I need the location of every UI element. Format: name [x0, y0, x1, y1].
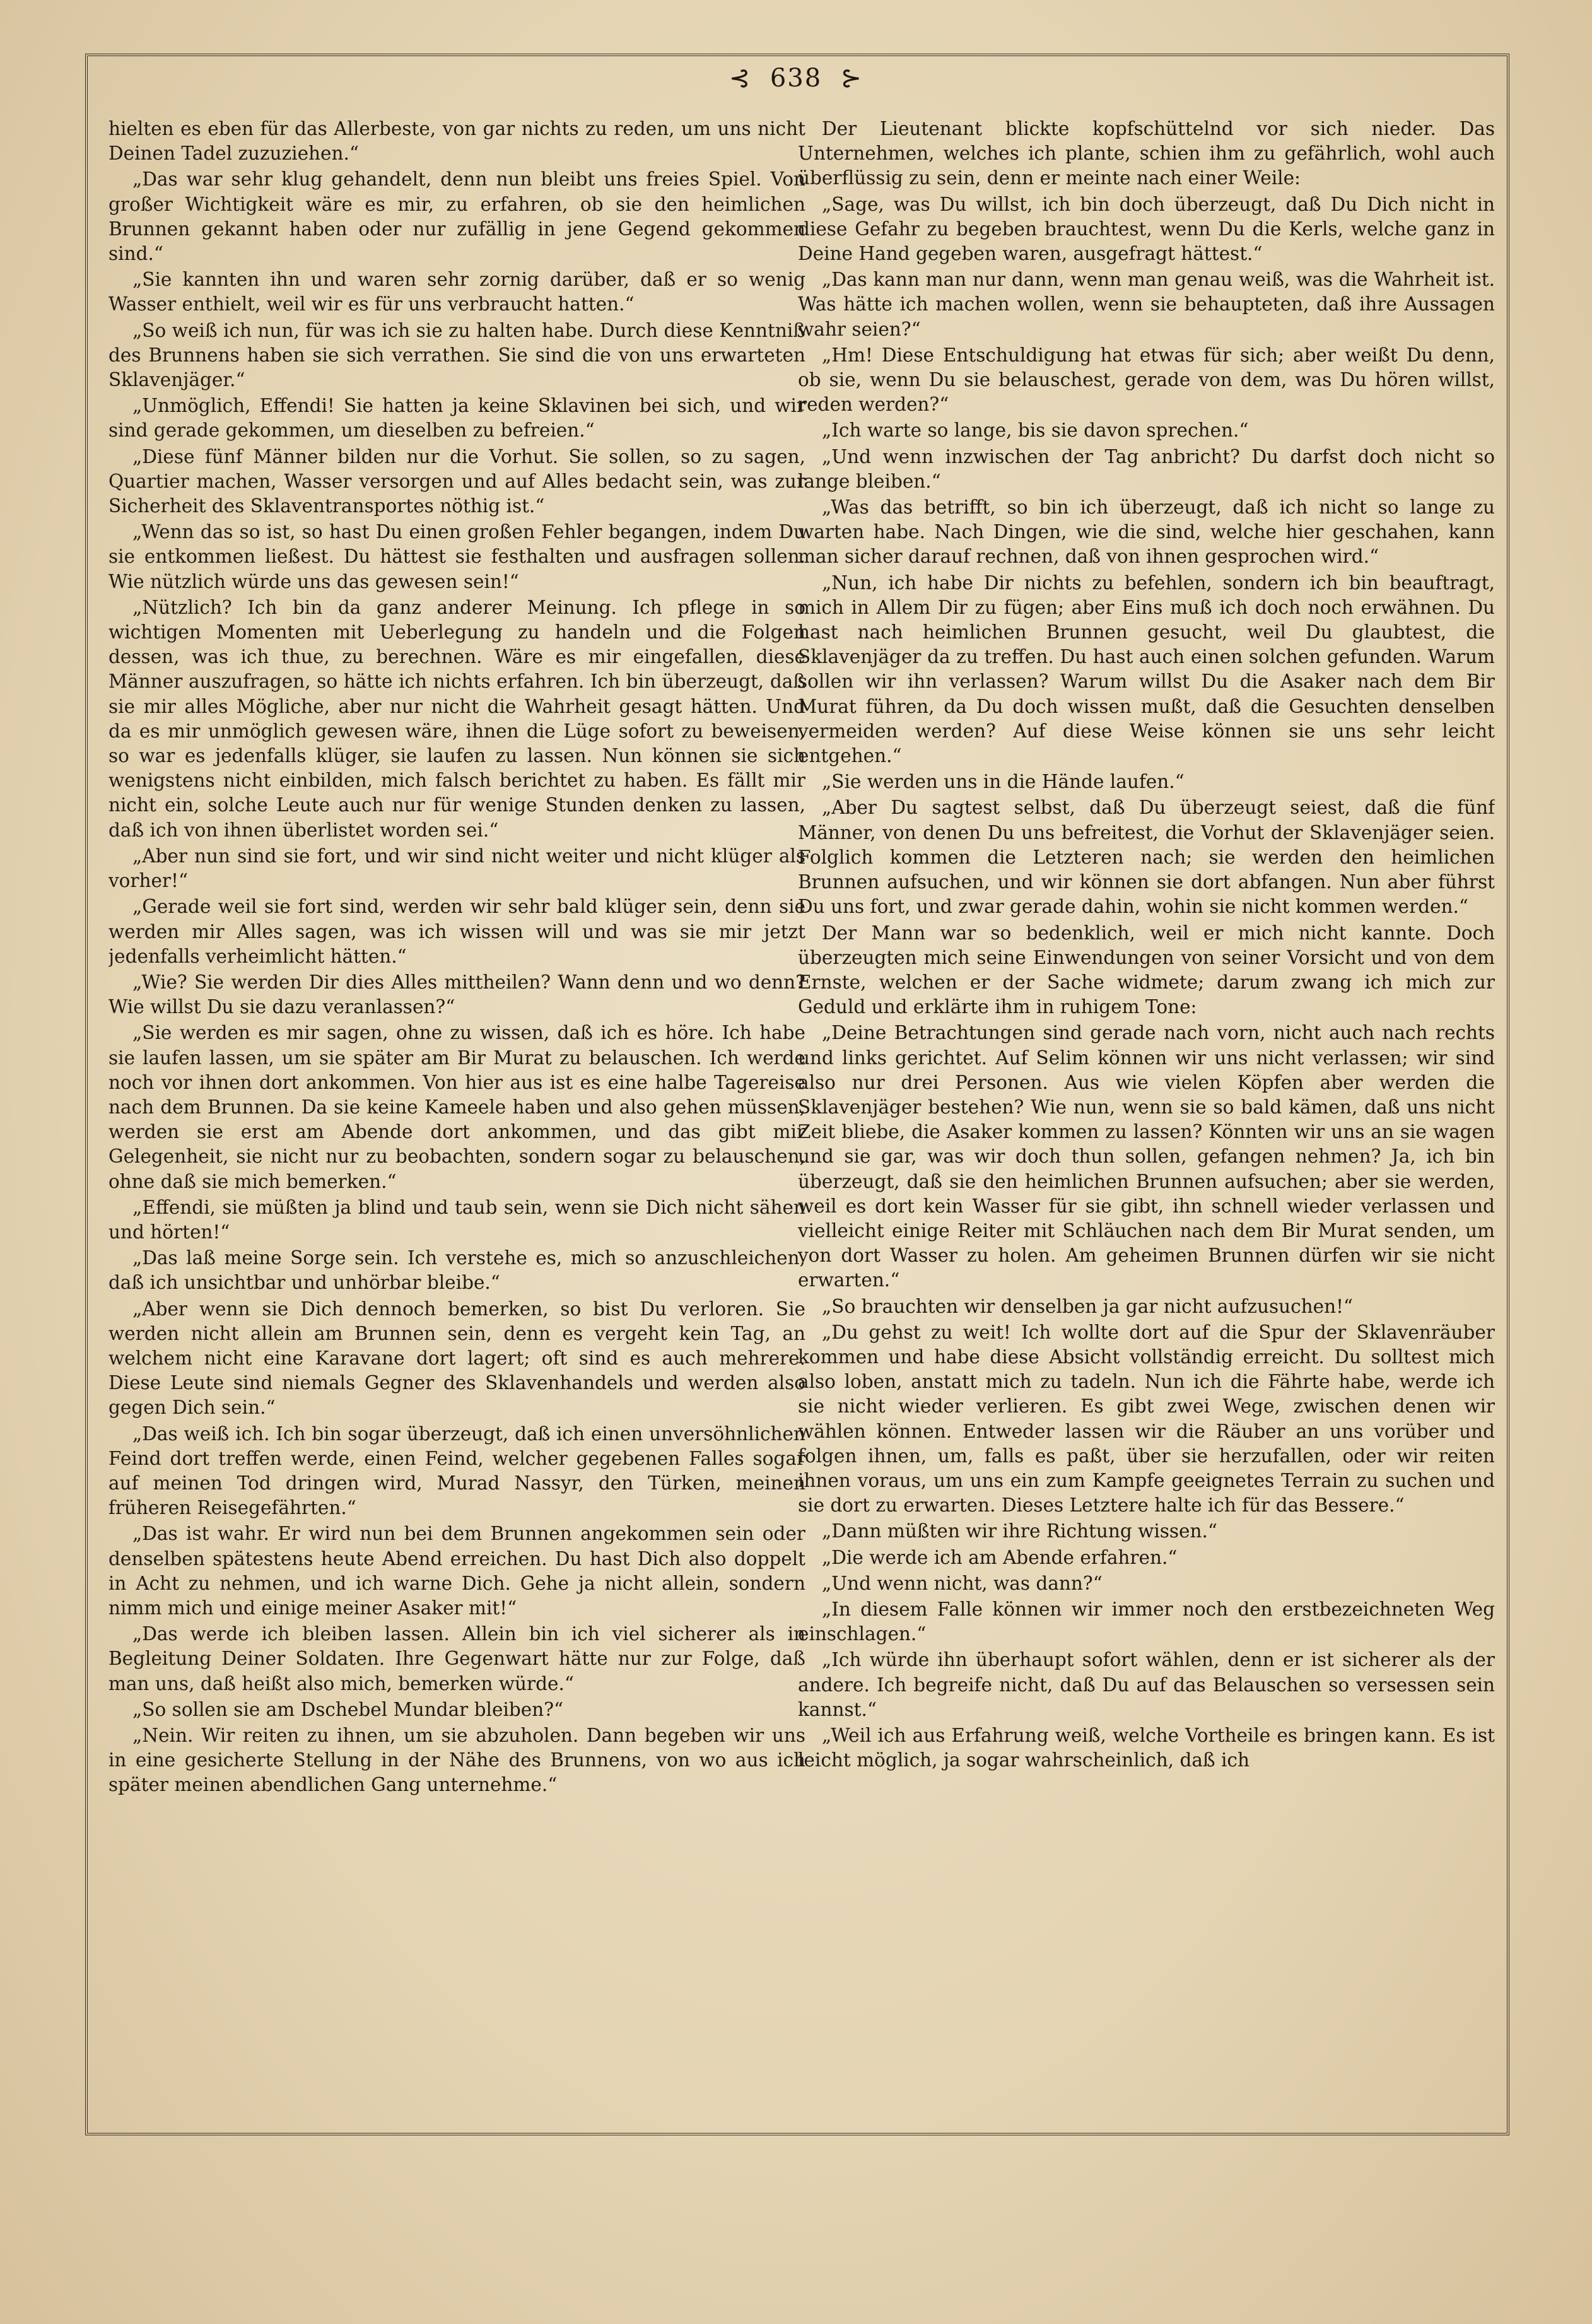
paragraph: „Sie werden es mir sagen, ohne zu wissen, daß ich es höre. Ich habe sie laufen lassen, um sie später am Bir Murat zu belauschen. Ich werde noch vor ihnen dort ankommen. Von hier aus ist es eine halbe Tagereise nach dem Brunnen. Da sie keine Kameele haben und also gehen müssen, werden sie erst am Abende dort ankommen, und das gibt mir Gelegenheit, sie nicht nur zu beobachten, sondern sogar zu belauschen, ohne daß sie mich bemerken.“ — [108, 1022, 805, 1192]
paragraph: „Wenn das so ist, so hast Du einen großen Fehler begangen, indem Du sie entkommen ließest. Du hättest sie festhalten und ausfragen sollen. Wie nützlich würde uns das gewesen sein!“ — [108, 521, 805, 592]
paragraph: „Das laß meine Sorge sein. Ich verstehe es, mich so anzuschleichen, daß ich unsichtbar und unhörbar bleibe.“ — [108, 1247, 805, 1294]
paragraph: „Das war sehr klug gehandelt, denn nun bleibt uns freies Spiel. Von großer Wichtigkeit wäre es mir, zu erfahren, ob sie den heimlichen Brunnen gekannt haben oder nur zufällig in jene Gegend gekommen sind.“ — [108, 168, 805, 265]
paragraph: „Was das betrifft, so bin ich überzeugt, daß ich nicht so lange zu warten habe. Nach Dingen, wie die sind, welche hier geschahen, kann man sicher darauf rechnen, daß von ihnen gesprochen wird.“ — [798, 496, 1495, 568]
paragraph: „Das werde ich bleiben lassen. Allein bin ich viel sicherer als in Begleitung Deiner Soldaten. Ihre Gegenwart hätte nur zur Folge, daß man uns, daß heißt also mich, bemerken würde.“ — [108, 1623, 805, 1694]
page-number-ornament-left: ⊰ — [729, 64, 752, 93]
paragraph: „So sollen sie am Dschebel Mundar bleiben?“ — [132, 1698, 564, 1720]
paragraph: „Das ist wahr. Er wird nun bei dem Brunnen angekommen sein oder denselben spätestens heute Abend erreichen. Du hast Dich also doppelt in Acht zu nehmen, und ich warne Dich. Gehe ja nicht allein, sondern nimm mich und einige meiner Asaker mit!“ — [108, 1523, 805, 1619]
paragraph: „Hm! Diese Entschuldigung hat etwas für sich; aber weißt Du denn, ob sie, wenn Du sie belauschest, gerade von dem, was Du hören willst, reden werden?“ — [798, 344, 1495, 416]
paragraph: „Aber nun sind sie fort, und wir sind nicht weiter und nicht klüger als vorher!“ — [108, 845, 805, 892]
paragraph: „Ich würde ihn überhaupt sofort wählen, denn er ist sicherer als der andere. Ich begreife nicht, daß Du auf das Belauschen so versessen sein kannst.“ — [798, 1649, 1495, 1720]
paragraph: Der Lieutenant blickte kopfschüttelnd vor sich nieder. Das Unternehmen, welches ich plante, schien ihm zu gefährlich, wohl auch überflüssig zu sein, denn er meinte nach einer Weile: — [798, 118, 1495, 189]
paragraph: „Ich warte so lange, bis sie davon sprechen.“ — [822, 420, 1249, 442]
paragraph: „So brauchten wir denselben ja gar nicht aufzusuchen!“ — [822, 1295, 1354, 1317]
paragraph: hielten es eben für das Allerbeste, von gar nichts zu reden, um uns nicht Deinen Tadel zuzuziehen.“ — [108, 118, 805, 165]
paragraph: „Und wenn inzwischen der Tag anbricht? Du darfst doch nicht so lange bleiben.“ — [798, 445, 1495, 492]
paragraph: „Nützlich? Ich bin da ganz anderer Meinung. Ich pflege in so wichtigen Momenten mit Ueberlegung zu handeln und die Folgen dessen, was ich thue, zu berechnen. Wäre es mir eingefallen, diese Männer auszufragen, so hätte ich nichts erfahren. Ich bin überzeugt, daß sie mir alles Mögliche, aber nur nicht die Wahrheit gesagt hätten. Und da es mir unmöglich gewesen wäre, ihnen die Lüge sofort zu beweisen, so war es jedenfalls klüger, sie laufen zu lassen. Nun können sie sich wenigstens nicht einbilden, mich falsch berichtet zu haben. Es fällt mir nicht ein, solche Leute auch nur für wenige Stunden denken zu lassen, daß ich von ihnen überlistet worden sei.“ — [108, 596, 805, 841]
left-text-column — [108, 117, 805, 2123]
paragraph: „Sage, was Du willst, ich bin doch überzeugt, daß Du Dich nicht in diese Gefahr zu begeben brauchtest, wenn Du die Kerls, welche ganz in Deine Hand gegeben waren, ausgefragt hättest.“ — [798, 193, 1495, 265]
paragraph: „Effendi, sie müßten ja blind und taub sein, wenn sie Dich nicht sähen und hörten!“ — [108, 1196, 805, 1243]
paragraph: „Du gehst zu weit! Ich wollte dort auf die Spur der Sklavenräuber kommen und habe diese Absicht vollständig erreicht. Du solltest mich also loben, anstatt mich zu tadeln. Nun ich die Fährte habe, werde ich sie nicht wieder verlieren. Es gibt zwei Wege, zwischen denen wir wählen können. Entweder lassen wir die Räuber an uns vorüber und folgen ihnen, um, falls es paßt, über sie herzufallen, oder wir reiten ihnen voraus, um uns ein zum Kampfe geeignetes Terrain zu suchen und sie dort zu erwarten. Dieses Letztere halte ich für das Bessere.“ — [798, 1321, 1495, 1517]
paragraph: „Die werde ich am Abende erfahren.“ — [822, 1546, 1178, 1568]
paragraph: „Nun, ich habe Dir nichts zu befehlen, sondern ich bin beauftragt, mich in Allem Dir zu fügen; aber Eins muß ich doch noch erwähnen. Du hast nach heimlichen Brunnen gesucht, weil Du glaubtest, die Sklavenjäger da zu treffen. Du hast auch einen solchen gefunden. Warum sollen wir ihn verlassen? Warum willst Du die Asaker nach dem Bir Murat führen, da Du doch wissen mußt, daß die Gesuchten denselben vermeiden werden? Auf diese Weise können sie uns sehr leicht entgehen.“ — [798, 572, 1495, 767]
paragraph: „Aber Du sagtest selbst, daß Du überzeugt seiest, daß die fünf Männer, von denen Du uns befreitest, die Vorhut der Sklavenjäger seien. Folglich kommen die Letzteren nach; sie werden den heimlichen Brunnen aufsuchen, und wir können sie dort abfangen. Nun aber führst Du uns fort, und zwar gerade dahin, wohin sie nicht kommen werden.“ — [798, 797, 1495, 918]
paragraph: „Dann müßten wir ihre Richtung wissen.“ — [822, 1520, 1217, 1542]
paragraph: „Weil ich aus Erfahrung weiß, welche Vortheile es bringen kann. Es ist leicht möglich, ja sogar wahrscheinlich, daß ich — [798, 1725, 1495, 1771]
page-number-line — [0, 62, 1592, 95]
right-text-column — [798, 117, 1495, 2123]
paragraph: „Sie kannten ihn und waren sehr zornig darüber, daß er so wenig Wasser enthielt, weil wir es für uns verbraucht hatten.“ — [108, 269, 805, 315]
paragraph: „Wie? Sie werden Dir dies Alles mittheilen? Wann denn und wo denn? Wie willst Du sie dazu veranlassen?“ — [108, 971, 805, 1018]
paragraph: „So weiß ich nun, für was ich sie zu halten habe. Durch diese Kenntniß des Brunnens haben sie sich verrathen. Sie sind die von uns erwarteten Sklavenjäger.“ — [108, 319, 805, 391]
paragraph: „Das weiß ich. Ich bin sogar überzeugt, daß ich einen unversöhnlichen Feind dort treffen werde, einen Feind, welcher gegebenen Falles sogar auf meinen Tod dringen wird, Murad Nassyr, den Türken, meinen früheren Reisegefährten.“ — [108, 1423, 805, 1519]
paragraph: „Nein. Wir reiten zu ihnen, um sie abzuholen. Dann begeben wir uns in eine gesicherte Stellung in der Nähe des Brunnens, von wo aus ich später meinen abendlichen Gang unternehme.“ — [108, 1725, 805, 1796]
paragraph: „Gerade weil sie fort sind, werden wir sehr bald klüger sein, denn sie werden mir Alles sagen, was ich wissen will und was sie mir jetzt jedenfalls verheimlicht hätten.“ — [108, 896, 805, 967]
paragraph: „In diesem Falle können wir immer noch den erstbezeichneten Weg einschlagen.“ — [798, 1598, 1495, 1645]
paragraph: Der Mann war so bedenklich, weil er mich nicht kannte. Doch überzeugten mich seine Einwendungen von seiner Vorsicht und von dem Ernste, welchen er der Sache widmete; darum zwang ich mich zur Geduld und erklärte ihm in ruhigem Tone: — [798, 922, 1495, 1018]
paragraph: „Das kann man nur dann, wenn man genau weiß, was die Wahrheit ist. Was hätte ich machen wollen, wenn sie behaupteten, daß ihre Aussagen wahr seien?“ — [798, 269, 1495, 340]
paragraph: „Und wenn nicht, was dann?“ — [822, 1572, 1103, 1594]
paragraph: „Diese fünf Männer bilden nur die Vorhut. Sie sollen, so zu sagen, Quartier machen, Wasser versorgen und auf Alles bedacht sein, was zur Sicherheit des Sklaventransportes nöthig ist.“ — [108, 445, 805, 517]
paragraph: „Unmöglich, Effendi! Sie hatten ja keine Sklavinen bei sich, und wir sind gerade gekommen, um dieselben zu befreien.“ — [108, 395, 805, 442]
page-number: 638 — [770, 64, 822, 93]
paragraph: „Deine Betrachtungen sind gerade nach vorn, nicht auch nach rechts und links gerichtet. Auf Selim können wir uns nicht verlassen; wir sind also nur drei Personen. Aus wie vielen Köpfen aber werden die Sklavenjäger bestehen? Wie nun, wenn sie so bald kämen, daß uns nicht Zeit bliebe, die Asaker kommen zu lassen? Könnten wir uns an sie wagen und sie gar, was wir doch thun sollen, gefangen nehmen? Ja, ich bin überzeugt, daß sie den heimlichen Brunnen aufsuchen; aber sie werden, weil es dort kein Wasser für sie gibt, ihn schnell wieder verlassen und vielleicht einige Reiter mit Schläuchen nach dem Bir Murat senden, um von dort Wasser zu holen. Am geheimen Brunnen dürfen wir sie nicht erwarten.“ — [798, 1022, 1495, 1291]
paragraph: „Sie werden uns in die Hände laufen.“ — [822, 771, 1185, 793]
paragraph: „Aber wenn sie Dich dennoch bemerken, so bist Du verloren. Sie werden nicht allein am Brunnen sein, denn es vergeht kein Tag, an welchem nicht eine Karavane dort lagert; oft sind es auch mehrere. Diese Leute sind niemals Gegner des Sklavenhandels und werden also gegen Dich sein.“ — [108, 1298, 805, 1419]
page-number-ornament-right: ⊱ — [840, 64, 863, 93]
column-divider — [796, 101, 797, 2120]
